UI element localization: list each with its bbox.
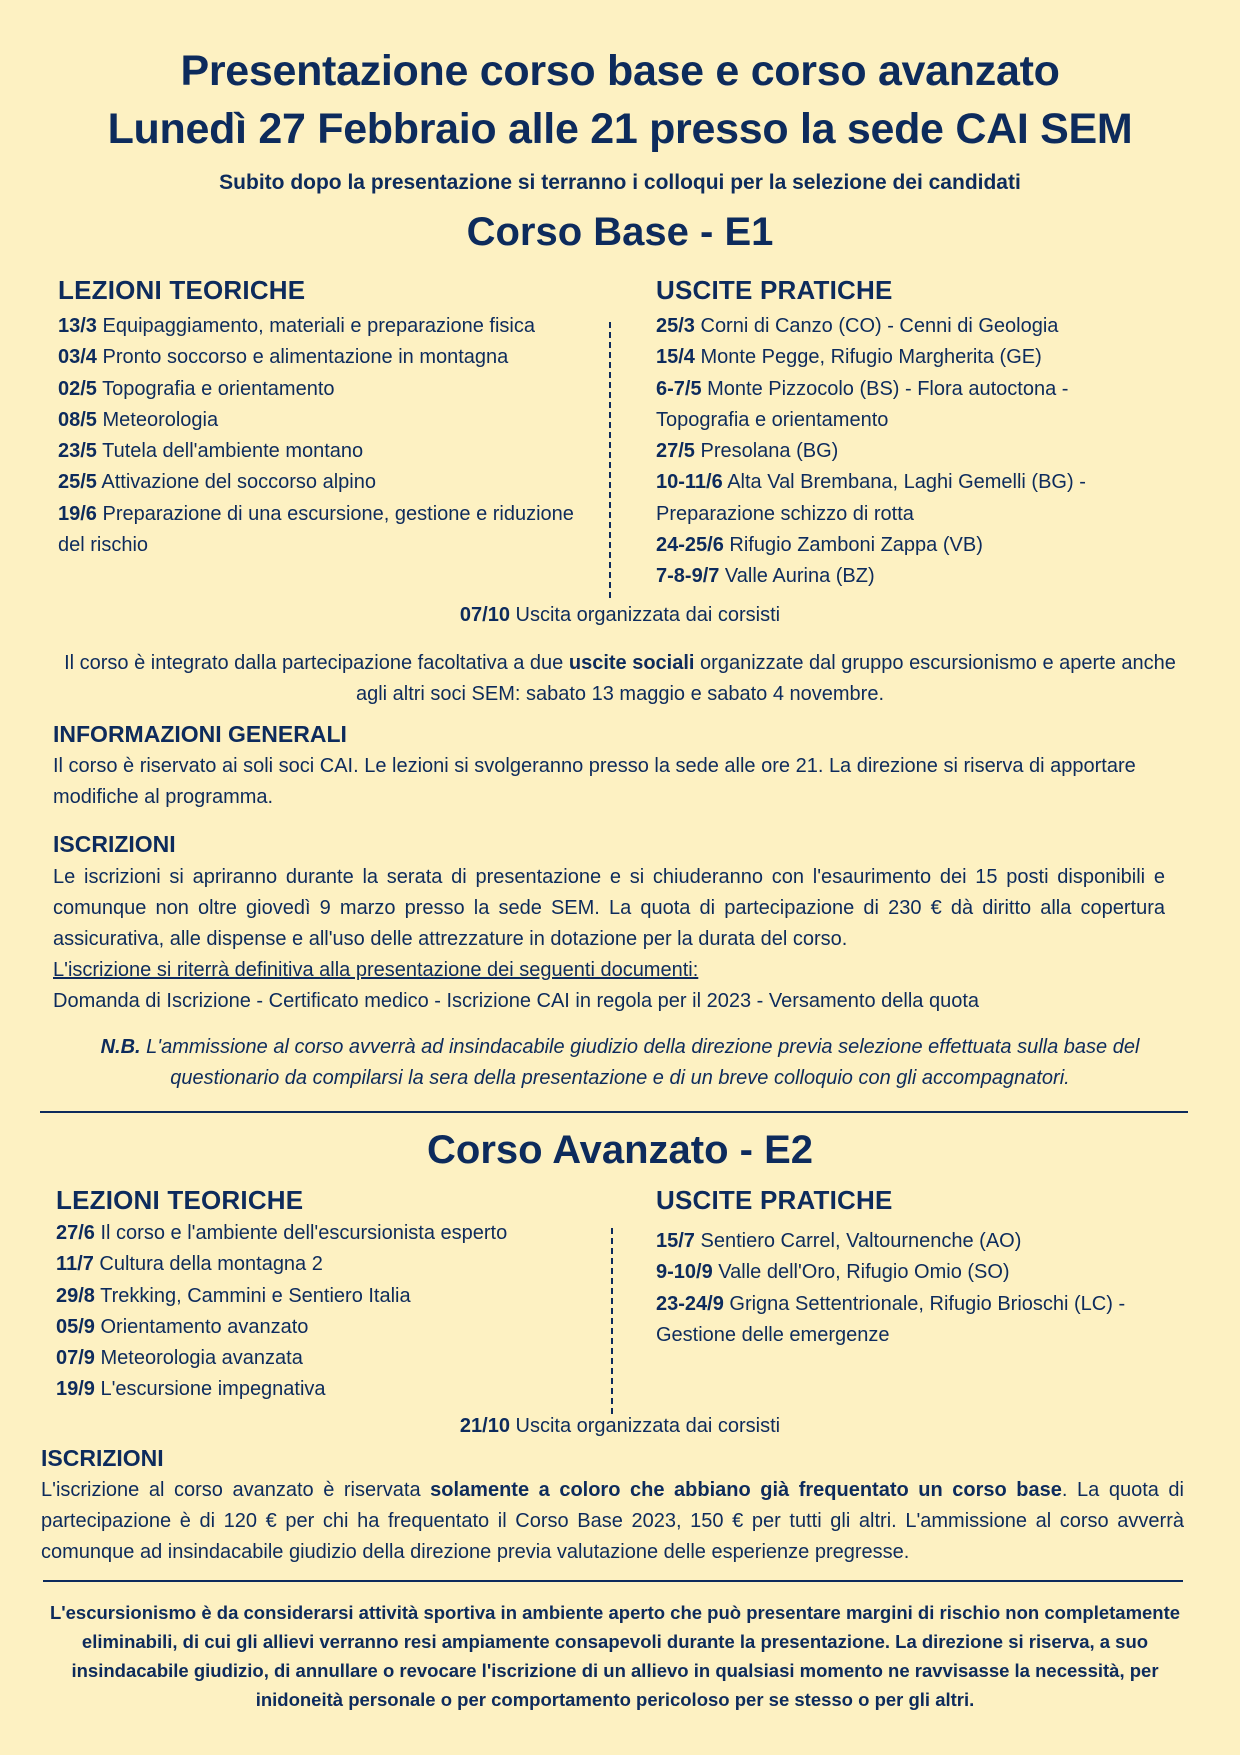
adv-practice-heading: USCITE PRATICHE xyxy=(656,1185,893,1215)
list-item: 19/6 Preparazione di una escursione, gestione e riduzione del rischio xyxy=(58,502,574,557)
list-item: 25/3 Corni di Canzo (CO) - Cenni di Geologia xyxy=(656,315,1059,337)
list-item: 23/5 Tutela dell'ambiente montano xyxy=(58,440,364,463)
list-item: 9-10/9 Valle dell'Oro, Rifugio Omio (SO) xyxy=(656,1261,1010,1284)
base-iscrizioni-documents: Domanda di Iscrizione - Certificato medico - Iscrizione CAI in regola per il 2023 - Versamento della quota xyxy=(53,990,979,1012)
adv-theory-list xyxy=(56,1218,596,1406)
list-item: 24-25/6 Rifugio Zamboni Zappa (VB) xyxy=(656,534,983,557)
section-divider xyxy=(43,1580,1183,1582)
info-heading: INFORMAZIONI GENERALI xyxy=(53,721,347,747)
adv-iscrizioni-heading: ISCRIZIONI xyxy=(41,1445,164,1471)
list-item: 25/5 Attivazione del soccorso alpino xyxy=(58,471,376,494)
list-item: 13/3 Equipaggiamento, materiali e preparazione fisica xyxy=(58,315,535,337)
base-iscrizioni-text: Le iscrizioni si apriranno durante la serata di presentazione e si chiuderanno con l'esaurimento dei 15 posti disponibili e comunque non oltre giovedì 9 marzo presso la sede SEM. La quota di partecipazione di 230 € dà diritto alla copertura assicurativa, alle dispense e all'uso delle attrezzature in dotazione per la durata del corso. xyxy=(53,866,1165,950)
list-item: 29/8 Trekking, Cammini e Sentiero Italia xyxy=(56,1284,411,1307)
list-item: 08/5 Meteorologia xyxy=(58,408,219,431)
section-divider xyxy=(40,1111,1188,1113)
list-item: 19/9 L'escursione impegnativa xyxy=(56,1378,326,1401)
base-course-title: Corso Base - E1 xyxy=(466,210,774,254)
list-item: 02/5 Topografia e orientamento xyxy=(58,377,335,400)
base-theory-list xyxy=(58,311,598,561)
title-line-1: Presentazione corso base e corso avanzato xyxy=(180,47,1060,95)
list-item: 11/7 Cultura della montagna 2 xyxy=(56,1253,323,1276)
list-item: 03/4 Pronto soccorso e alimentazione in montagna xyxy=(58,346,509,369)
list-item: 27/5 Presolana (BG) xyxy=(656,440,839,463)
list-item: 15/4 Monte Pegge, Rifugio Margherita (GE) xyxy=(656,346,1042,369)
base-practice-list xyxy=(656,311,1156,593)
adv-iscrizioni-text: L'iscrizione al corso avanzato è riservata solamente a coloro che abbiano già frequentato un corso base. La quota di partecipazione è di 120 € per chi ha frequentato il Corso Base 2023, 150 € per tutti gli altri. L'ammissione al corso avverrà comunque ad insindacabile giudizio della direzione previa valutazione delle esperienze pregresse. xyxy=(41,1479,1184,1563)
base-practice-heading: USCITE PRATICHE xyxy=(656,275,893,305)
advanced-course-title: Corso Avanzato - E2 xyxy=(427,1128,813,1172)
adv-theory-heading: LEZIONI TEORICHE xyxy=(56,1185,304,1215)
page-title xyxy=(0,42,1240,158)
disclaimer: L'escursionismo è da considerarsi attività sportiva in ambiente aperto che può presentare margini di rischio non completamente eliminabili, di cui gli allievi verranno resi ampiamente consapevoli durante la presentazione. La direzione si riserva, a suo insindacabile giudizio, di annullare o revocare l'iscrizione di un allievo in qualsiasi momento ne ravvisasse la necessità, per inidoneità personale o per comportamento pericoloso per se stesso o per gli altri. xyxy=(49,1602,1181,1710)
base-iscrizioni-requirement: L'iscrizione si riterrà definitiva alla presentazione dei seguenti documenti: xyxy=(53,959,699,981)
adv-practice-list xyxy=(656,1226,1196,1351)
base-social-outings: Il corso è integrato dalla partecipazione facoltativa a due uscite sociali organizzate dal gruppo escursionismo e aperte anche agli altri soci SEM: sabato 13 maggio e sabato 4 novembre. xyxy=(64,652,1176,705)
list-item: 7-8-9/7 Valle Aurina (BZ) xyxy=(656,565,875,588)
nb-note: N.B. L'ammissione al corso avverrà ad insindacabile giudizio della direzione previa selezione effettuata sulla base del questionario da compilarsi la sera della presentazione e di un breve colloquio con gli accompagnatori. xyxy=(100,1036,1140,1089)
adv-final-outing: 21/10 Uscita organizzata dai corsisti xyxy=(459,1415,781,1437)
list-item: 07/9 Meteorologia avanzata xyxy=(56,1347,303,1370)
title-line-2: Lunedì 27 Febbraio alle 21 presso la sede CAI SEM xyxy=(107,105,1133,153)
base-theory-heading: LEZIONI TEORICHE xyxy=(58,275,306,305)
list-item: 10-11/6 Alta Val Brembana, Laghi Gemelli (BG) - Preparazione schizzo di rotta xyxy=(656,471,1086,525)
info-text: Il corso è riservato ai soli soci CAI. Le lezioni si svolgeranno presso la sede alle ore 21. La direzione si riserva di apportare modifiche al programma. xyxy=(53,755,1136,808)
base-iscrizioni-heading: ISCRIZIONI xyxy=(53,831,176,857)
list-item: 6-7/5 Monte Pizzocolo (BS) - Flora autoctona - Topografia e orientamento xyxy=(656,377,1069,431)
base-final-outing: 07/10 Uscita organizzata dai corsisti xyxy=(459,604,781,626)
subtitle: Subito dopo la presentazione si terranno i colloqui per la selezione dei candidati xyxy=(219,171,1021,194)
list-item: 23-24/9 Grigna Settentrionale, Rifugio Brioschi (LC) - Gestione delle emergenze xyxy=(656,1292,1126,1346)
list-item: 27/6 Il corso e l'ambiente dell'escursionista esperto xyxy=(56,1222,508,1244)
list-item: 15/7 Sentiero Carrel, Valtournenche (AO) xyxy=(656,1230,1022,1252)
column-divider xyxy=(611,1228,613,1414)
column-divider xyxy=(609,322,611,598)
list-item: 05/9 Orientamento avanzato xyxy=(56,1315,309,1338)
